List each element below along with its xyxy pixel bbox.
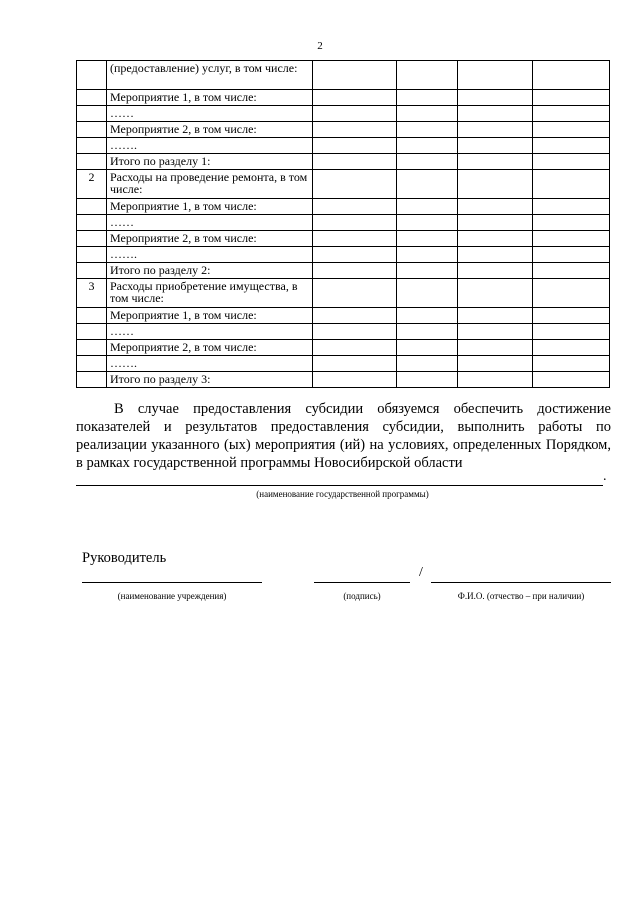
value-cell bbox=[533, 170, 610, 199]
value-cell bbox=[313, 215, 397, 231]
value-cell bbox=[533, 231, 610, 247]
row-number-cell bbox=[77, 231, 107, 247]
value-cell bbox=[397, 279, 458, 308]
value-cell bbox=[533, 324, 610, 340]
value-cell bbox=[397, 308, 458, 324]
row-description-cell: Расходы приобретение имущества, в том числе: bbox=[107, 279, 313, 308]
row-description-cell: ……. bbox=[107, 356, 313, 372]
value-cell bbox=[397, 231, 458, 247]
value-cell bbox=[397, 324, 458, 340]
value-cell bbox=[313, 231, 397, 247]
row-number-cell bbox=[77, 324, 107, 340]
budget-table bbox=[76, 60, 610, 388]
table-row bbox=[77, 199, 610, 215]
value-cell bbox=[313, 138, 397, 154]
value-cell bbox=[313, 263, 397, 279]
value-cell bbox=[533, 247, 610, 263]
row-description-cell: Мероприятие 1, в том числе: bbox=[107, 308, 313, 324]
value-cell bbox=[313, 356, 397, 372]
table-row bbox=[77, 90, 610, 106]
row-number-cell bbox=[77, 61, 107, 90]
table-row bbox=[77, 61, 610, 90]
value-cell bbox=[458, 279, 533, 308]
value-cell bbox=[533, 308, 610, 324]
value-cell bbox=[533, 106, 610, 122]
row-number-cell bbox=[77, 90, 107, 106]
row-number-cell bbox=[77, 308, 107, 324]
budget-table-body bbox=[77, 61, 610, 388]
value-cell bbox=[313, 122, 397, 138]
row-number-cell bbox=[77, 356, 107, 372]
value-cell bbox=[533, 340, 610, 356]
value-cell bbox=[458, 90, 533, 106]
value-cell bbox=[458, 263, 533, 279]
value-cell bbox=[397, 372, 458, 388]
row-number-cell: 2 bbox=[77, 170, 107, 199]
value-cell bbox=[458, 340, 533, 356]
table-row bbox=[77, 247, 610, 263]
row-description-cell: (предоставление) услуг, в том числе: bbox=[107, 61, 313, 90]
row-description-cell: ……. bbox=[107, 138, 313, 154]
table-row bbox=[77, 106, 610, 122]
value-cell bbox=[397, 247, 458, 263]
table-row bbox=[77, 215, 610, 231]
table-row bbox=[77, 170, 610, 199]
table-row bbox=[77, 356, 610, 372]
value-cell bbox=[458, 154, 533, 170]
value-cell bbox=[397, 215, 458, 231]
row-description-cell: Мероприятие 1, в том числе: bbox=[107, 199, 313, 215]
table-row bbox=[77, 372, 610, 388]
program-name-line bbox=[76, 485, 603, 486]
row-number-cell bbox=[77, 199, 107, 215]
program-name-caption: (наименование государственной программы) bbox=[256, 489, 429, 499]
row-number-cell bbox=[77, 247, 107, 263]
value-cell bbox=[458, 372, 533, 388]
institution-name-caption: (наименование учреждения) bbox=[117, 591, 227, 601]
signature-separator: / bbox=[419, 565, 423, 580]
value-cell bbox=[313, 340, 397, 356]
row-description-cell: Итого по разделу 1: bbox=[107, 154, 313, 170]
value-cell bbox=[313, 199, 397, 215]
signature-line bbox=[314, 582, 410, 583]
row-description-cell: Мероприятие 2, в том числе: bbox=[107, 340, 313, 356]
full-name-line bbox=[431, 582, 611, 583]
value-cell bbox=[533, 215, 610, 231]
value-cell bbox=[533, 372, 610, 388]
value-cell bbox=[458, 199, 533, 215]
row-number-cell bbox=[77, 122, 107, 138]
institution-name-line bbox=[82, 582, 262, 583]
value-cell bbox=[458, 324, 533, 340]
signature-title: Руководитель bbox=[82, 550, 167, 566]
value-cell bbox=[313, 106, 397, 122]
commitment-paragraph: В случае предоставления субсидии обязуемся обеспечить достижение показателей и результатов предоставления субсидии, выполнить работы по реализации указанного (ых) мероприятия (ий) на условиях, определенных Порядком, в рамках государственной программы Новосибирской области bbox=[76, 401, 611, 471]
value-cell bbox=[313, 170, 397, 199]
table-row bbox=[77, 308, 610, 324]
row-number-cell bbox=[77, 215, 107, 231]
value-cell bbox=[397, 170, 458, 199]
row-description-cell: …… bbox=[107, 106, 313, 122]
value-cell bbox=[533, 279, 610, 308]
row-description-cell: ……. bbox=[107, 247, 313, 263]
value-cell bbox=[313, 279, 397, 308]
row-description-cell: Мероприятие 1, в том числе: bbox=[107, 90, 313, 106]
row-number-cell bbox=[77, 340, 107, 356]
row-description-cell: Итого по разделу 2: bbox=[107, 263, 313, 279]
table-row bbox=[77, 154, 610, 170]
row-number-cell: 3 bbox=[77, 279, 107, 308]
value-cell bbox=[397, 263, 458, 279]
row-number-cell bbox=[77, 138, 107, 154]
value-cell bbox=[533, 122, 610, 138]
value-cell bbox=[533, 138, 610, 154]
value-cell bbox=[313, 308, 397, 324]
value-cell bbox=[397, 356, 458, 372]
value-cell bbox=[458, 106, 533, 122]
table-row bbox=[77, 138, 610, 154]
table-row bbox=[77, 122, 610, 138]
value-cell bbox=[397, 61, 458, 90]
value-cell bbox=[458, 356, 533, 372]
table-row bbox=[77, 279, 610, 308]
signature-caption: (подпись) bbox=[343, 591, 381, 601]
row-number-cell bbox=[77, 372, 107, 388]
page-number: 2 bbox=[317, 40, 323, 52]
value-cell bbox=[313, 61, 397, 90]
value-cell bbox=[313, 90, 397, 106]
row-description-cell: Мероприятие 2, в том числе: bbox=[107, 122, 313, 138]
value-cell bbox=[397, 138, 458, 154]
value-cell bbox=[458, 215, 533, 231]
table-row bbox=[77, 340, 610, 356]
value-cell bbox=[397, 90, 458, 106]
row-description-cell: Расходы на проведение ремонта, в том числе: bbox=[107, 170, 313, 199]
value-cell bbox=[533, 154, 610, 170]
row-number-cell bbox=[77, 263, 107, 279]
row-number-cell bbox=[77, 154, 107, 170]
table-row bbox=[77, 263, 610, 279]
row-description-cell: …… bbox=[107, 215, 313, 231]
value-cell bbox=[397, 199, 458, 215]
value-cell bbox=[458, 231, 533, 247]
value-cell bbox=[313, 247, 397, 263]
value-cell bbox=[533, 61, 610, 90]
value-cell bbox=[313, 372, 397, 388]
value-cell bbox=[458, 122, 533, 138]
value-cell bbox=[313, 154, 397, 170]
value-cell bbox=[458, 61, 533, 90]
value-cell bbox=[397, 106, 458, 122]
value-cell bbox=[533, 263, 610, 279]
value-cell bbox=[458, 138, 533, 154]
row-description-cell: …… bbox=[107, 324, 313, 340]
table-row bbox=[77, 324, 610, 340]
program-line-end-mark: . bbox=[603, 469, 607, 484]
value-cell bbox=[533, 199, 610, 215]
value-cell bbox=[397, 340, 458, 356]
value-cell bbox=[397, 122, 458, 138]
value-cell bbox=[313, 324, 397, 340]
value-cell bbox=[397, 154, 458, 170]
row-description-cell: Мероприятие 2, в том числе: bbox=[107, 231, 313, 247]
row-description-cell: Итого по разделу 3: bbox=[107, 372, 313, 388]
full-name-caption: Ф.И.О. (отчество – при наличии) bbox=[457, 591, 585, 601]
row-number-cell bbox=[77, 106, 107, 122]
value-cell bbox=[458, 308, 533, 324]
value-cell bbox=[458, 247, 533, 263]
value-cell bbox=[533, 356, 610, 372]
value-cell bbox=[533, 90, 610, 106]
table-row bbox=[77, 231, 610, 247]
value-cell bbox=[458, 170, 533, 199]
